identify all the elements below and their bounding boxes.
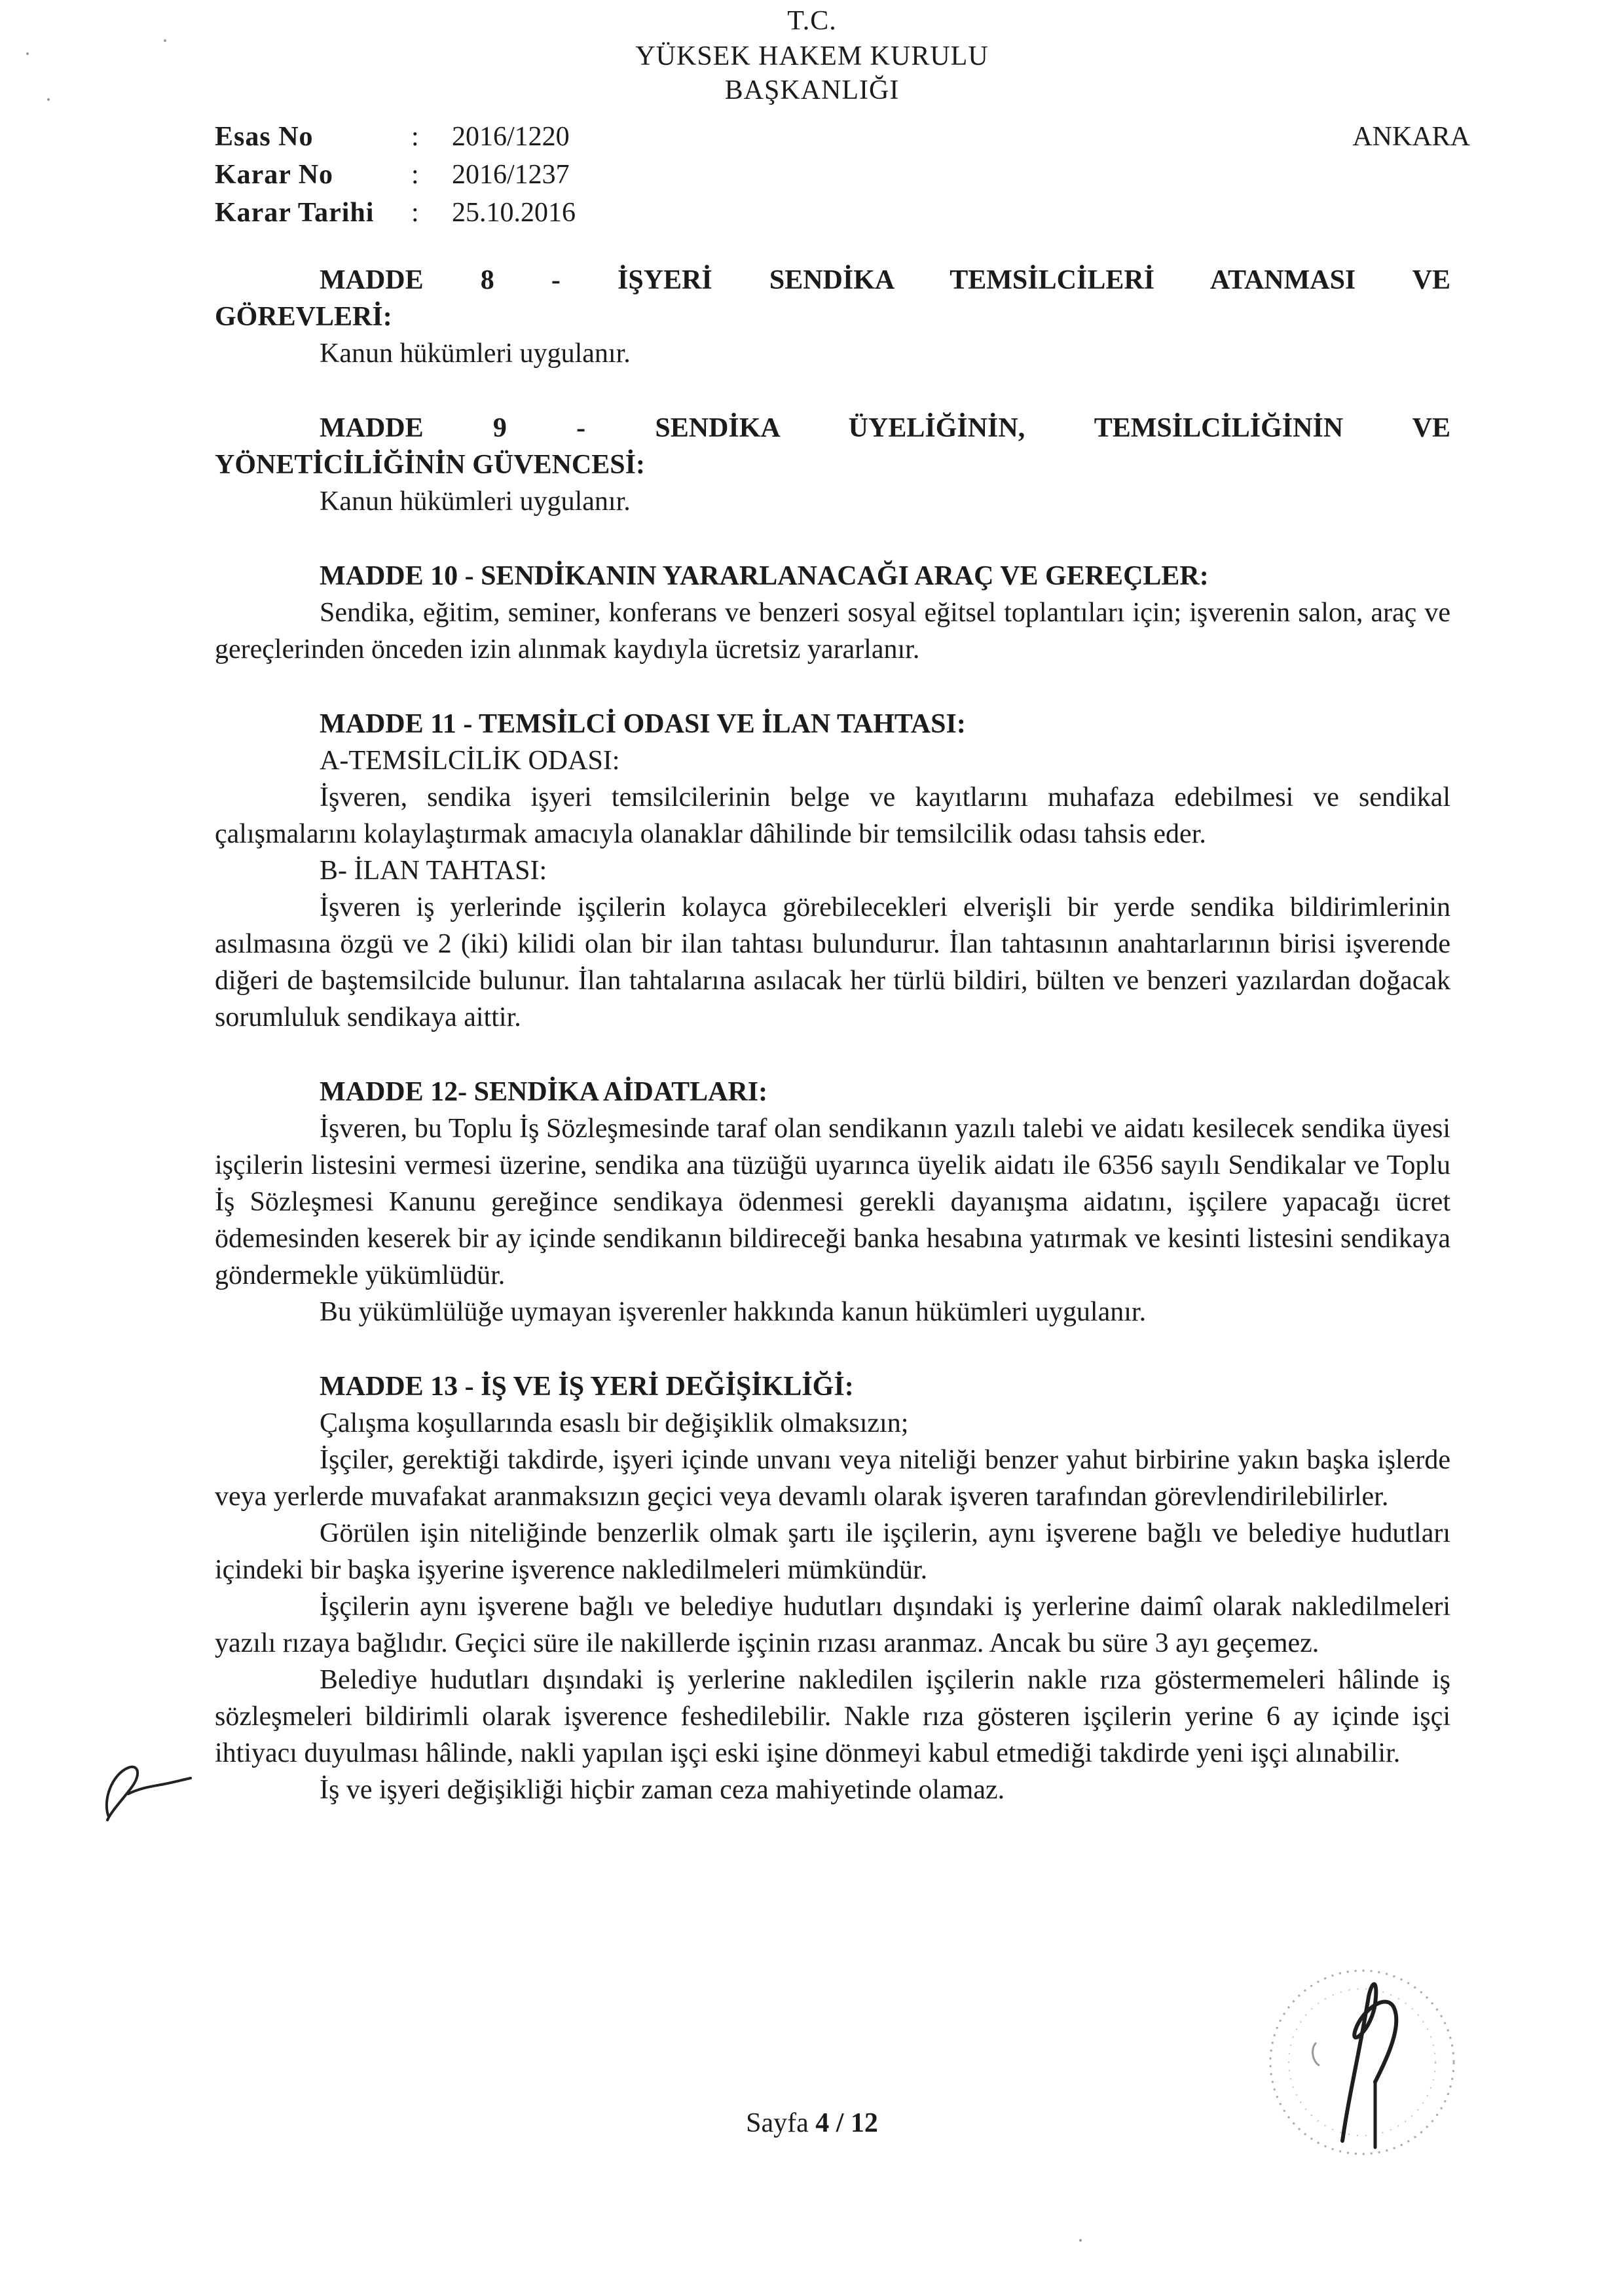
- meta-value: 2016/1220: [452, 122, 570, 152]
- article-11: [215, 706, 1450, 1036]
- page-total: 12: [850, 2108, 878, 2138]
- article-text: Çalışma koşullarında esaslı bir değişiklik olmaksızın;: [320, 1408, 909, 1438]
- article-heading-continued: YÖNETİCİLİĞİNİN GÜVENCESİ:: [215, 450, 645, 480]
- article-10: [215, 558, 1450, 668]
- page-number: [0, 2105, 1624, 2141]
- meta-label: Karar Tarihi: [215, 198, 375, 228]
- meta-colon: :: [411, 122, 419, 152]
- scan-speck: [47, 98, 50, 101]
- article-text: İşveren, bu Toplu İş Sözleşmesinde taraf olan sendikanın yazılı talebi ve aidatı kesilecek sendika üyesi işçilerin listesini vermesi üzerine, sendika ana tüzüğü uyarınca üyelik aidatı ile 6356 sayılı Sendikalar ve Toplu İş Sözleşmesi Kanunu gereğince sendikaya ödenmesi gerekli dayanışma aidatını, işçilere yapacağı ücret ödemesinden keserek bir ay içinde sendikanın bildireceği banka hesabına yatırmak ve kesinti listesini sendikaya göndermekle yükümlüdür.: [215, 1114, 1450, 1290]
- meta-value: 25.10.2016: [452, 198, 576, 228]
- article-heading: MADDE 13 - İŞ VE İŞ YERİ DEĞİŞİKLİĞİ:: [320, 1372, 854, 1402]
- scan-speck: [1079, 2239, 1082, 2242]
- article-8: [215, 262, 1450, 372]
- article-text: Görülen işin niteliğinde benzerlik olmak şartı ile işçilerin, aynı işverene bağlı ve belediye hudutları içindeki bir başka işyerine işverence nakledilmeleri mümkündür.: [215, 1518, 1450, 1585]
- article-heading: MADDE 9 - SENDİKA ÜYELİĞİNİN, TEMSİLCİLİĞİNİN VE: [320, 413, 1450, 443]
- article-heading: MADDE 11 - TEMSİLCİ ODASI VE İLAN TAHTASI:: [320, 709, 966, 739]
- handwritten-initials-icon: [83, 1755, 194, 1827]
- page-prefix: Sayfa: [746, 2108, 809, 2138]
- scan-speck: [164, 39, 166, 42]
- article-13: [215, 1368, 1450, 1808]
- article-text: İş ve işyeri değişikliği hiçbir zaman ceza mahiyetinde olamaz.: [320, 1775, 1005, 1805]
- article-text: Kanun hükümleri uygulanır.: [320, 486, 631, 517]
- article-text: Sendika, eğitim, seminer, konferans ve benzeri sosyal eğitsel toplantıları için; işverenin salon, araç ve gereçlerinden önceden izin alınmak kaydıyla ücretsiz yararlanır.: [215, 598, 1450, 665]
- article-heading-continued: GÖREVLERİ:: [215, 302, 392, 332]
- article-heading: MADDE 8 - İŞYERİ SENDİKA TEMSİLCİLERİ ATANMASI VE: [320, 265, 1450, 295]
- case-metadata: [215, 118, 648, 232]
- article-text: İşveren iş yerlerinde işçilerin kolayca görebilecekleri elverişli bir yerde sendika bildirimlerinin asılmasına özgü ve 2 (iki) kilidi olan bir ilan tahtası bulundurur. İlan tahtasının anahtarlarının birisi işverende diğeri de baştemsilcide bulunur. İlan tahtalarına asılacak her türlü bildiri, bülten ve benzeri yazılardan doğacak sorumluluk sendikaya aittir.: [215, 892, 1450, 1032]
- header-presidency: BAŞKANLIĞI: [724, 75, 900, 105]
- header-organization: YÜKSEK HAKEM KURULU: [635, 41, 989, 71]
- subsection-title-b: B- İLAN TAHTASI:: [320, 856, 547, 886]
- subsection-title-a: A-TEMSİLCİLİK ODASI:: [320, 746, 620, 776]
- article-text: İşçiler, gerektiği takdirde, işyeri içinde unvanı veya niteliği benzer yahut birbirine yakın başka işlerde veya yerlerde muvafakat aranmaksızın geçici veya devamlı olarak işveren tarafından görevlendirilebilirler.: [215, 1445, 1450, 1512]
- article-text: Bu yükümlülüğe uymayan işverenler hakkında kanun hükümleri uygulanır.: [320, 1297, 1147, 1327]
- meta-value: 2016/1237: [452, 160, 570, 190]
- article-heading: MADDE 10 - SENDİKANIN YARARLANACAĞI ARAÇ VE GEREÇLER:: [320, 561, 1209, 591]
- meta-row-karar-tarihi: [215, 194, 648, 232]
- meta-colon: :: [411, 198, 419, 228]
- page-current: 4: [815, 2108, 830, 2138]
- document-body: [215, 262, 1450, 1846]
- article-12: [215, 1074, 1450, 1330]
- article-text: Kanun hükümleri uygulanır.: [320, 338, 631, 369]
- meta-row-esas: [215, 118, 648, 156]
- meta-row-karar: [215, 156, 648, 194]
- meta-label: Esas No: [215, 122, 314, 152]
- article-text: İşveren, sendika işyeri temsilcilerinin belge ve kayıtlarını muhafaza edebilmesi ve sendikal çalışmalarını kolaylaştırmak amacıyla olanaklar dâhilinde bir temsilcilik odası tahsis eder.: [215, 782, 1450, 849]
- scan-speck: [26, 52, 29, 55]
- header-tc: T.C.: [787, 6, 837, 36]
- article-9: [215, 410, 1450, 520]
- header-city: ANKARA: [1352, 122, 1470, 152]
- article-heading: MADDE 12- SENDİKA AİDATLARI:: [320, 1077, 768, 1107]
- article-text: İşçilerin aynı işverene bağlı ve belediye hudutları dışındaki iş yerlerine daimî olarak nakledilmeleri yazılı rızaya bağlıdır. Geçici süre ile nakillerde işçinin rızası aranmaz. Ancak bu süre 3 ayı geçemez.: [215, 1592, 1450, 1658]
- meta-label: Karar No: [215, 160, 334, 190]
- page-separator: /: [836, 2108, 844, 2138]
- meta-colon: :: [411, 160, 419, 190]
- article-text: Belediye hudutları dışındaki iş yerlerine nakledilen işçilerin nakle rıza göstermemeleri hâlinde iş sözleşmeleri bildirimli olarak işverence feshedilebilir. Nakle rıza gösteren işçilerin yerine 6 ay içinde işçi ihtiyacı duyulması hâlinde, nakli yapılan işçi eski işine dönmeyi kabul etmediği takdirde yeni işçi alınabilir.: [215, 1665, 1450, 1768]
